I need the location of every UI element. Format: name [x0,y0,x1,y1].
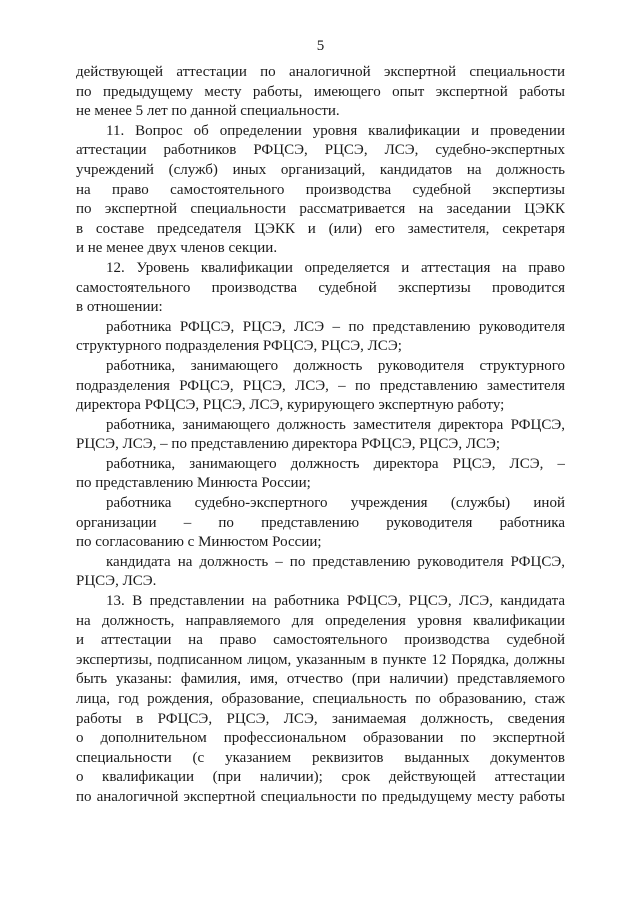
paragraph [76,63,565,122]
paragraph [76,259,565,318]
text-line: быть указаны: фамилия, имя, отчество (при наличии) представляемого [76,671,565,688]
text-line: по представлению Минюста России; [76,475,311,492]
text-line: работы в РФЦСЭ, РЦСЭ, ЛСЭ, занимаемая должность, сведения [76,710,565,727]
text-line: о квалификации (при наличии); срок действующей аттестации [76,769,565,786]
text-line: по согласованию с Минюстом России; [76,534,322,551]
text-line: РЦСЭ, ЛСЭ, – по представлению директора РФЦСЭ, РЦСЭ, ЛСЭ; [76,436,501,453]
text-line: работника РФЦСЭ, РЦСЭ, ЛСЭ – по представлению руководителя [106,318,565,335]
text-line: директора РФЦСЭ, РЦСЭ, ЛСЭ, курирующего экспертную работу; [76,397,505,414]
text-line: в составе председателя ЦЭКК и (или) его заместителя, секретаря [76,220,565,237]
text-line: работника, занимающего должность заместителя директора РФЦСЭ, [106,416,565,433]
text-line: лица, год рождения, образование, специальность по образованию, стаж [76,691,565,707]
paragraph [76,318,565,357]
document-body [76,63,565,808]
paragraph [76,553,565,592]
text-line: РЦСЭ, ЛСЭ. [76,573,157,590]
text-line: 13. В представлении на работника РФЦСЭ, РЦСЭ, ЛСЭ, кандидата [106,593,565,610]
paragraph [76,357,565,416]
text-line: работника судебно-экспертного учреждения (службы) иной [106,495,565,512]
text-line: организации – по представлению руководителя работника [76,514,565,531]
paragraph [76,494,565,553]
text-line: самостоятельного производства судебной экспертизы проводится [76,279,565,296]
text-line: и аттестации на право самостоятельного производства судебной [76,632,565,649]
paragraph [76,455,565,494]
paragraph [76,592,565,808]
text-line: структурного подразделения РФЦСЭ, РЦСЭ, ЛСЭ; [76,338,402,355]
text-line: учреждений (служб) иных организаций, кандидатов на должность [76,161,565,178]
text-line: по предыдущему месту работы, имеющего опыт экспертной работы [76,83,565,100]
text-line: действующей аттестации по аналогичной экспертной специальности [76,64,565,80]
text-line: аттестации работников РФЦСЭ, РЦСЭ, ЛСЭ, судебно-экспертных [76,142,565,159]
text-line: не менее 5 лет по данной специальности. [76,103,340,120]
text-line: по экспертной специальности рассматривается на заседании ЦЭКК [76,201,565,218]
text-line: работника, занимающего должность директора РЦСЭ, ЛСЭ, – [106,455,565,472]
text-line: кандидата на должность – по представлению руководителя РФЦСЭ, [106,553,565,570]
text-line: 12. Уровень квалификации определяется и аттестация на право [106,259,565,276]
text-line: на должность, направляемого для определения уровня квалификации [76,612,565,629]
text-line: и не менее двух членов секции. [76,240,278,257]
text-line: по аналогичной экспертной специальности по предыдущему месту работы [76,788,565,805]
paragraph [76,416,565,455]
text-line: в отношении: [76,299,163,316]
paragraph [76,122,565,259]
text-line: работника, занимающего должность руководителя структурного [106,357,565,374]
text-line: подразделения РФЦСЭ, РЦСЭ, ЛСЭ, – по представлению заместителя [76,377,565,394]
text-line: специальности (с указанием реквизитов выданных документов [76,749,565,766]
text-line: на право самостоятельного производства судебной экспертизы [76,181,565,198]
text-line: экспертизы, подписанном лицом, указанным в пункте 12 Порядка, должны [76,651,565,668]
text-line: о дополнительном профессиональном образовании по экспертной [76,730,565,747]
text-line: 11. Вопрос об определении уровня квалификации и проведении [106,122,565,139]
page-number: 5 [316,38,325,54]
